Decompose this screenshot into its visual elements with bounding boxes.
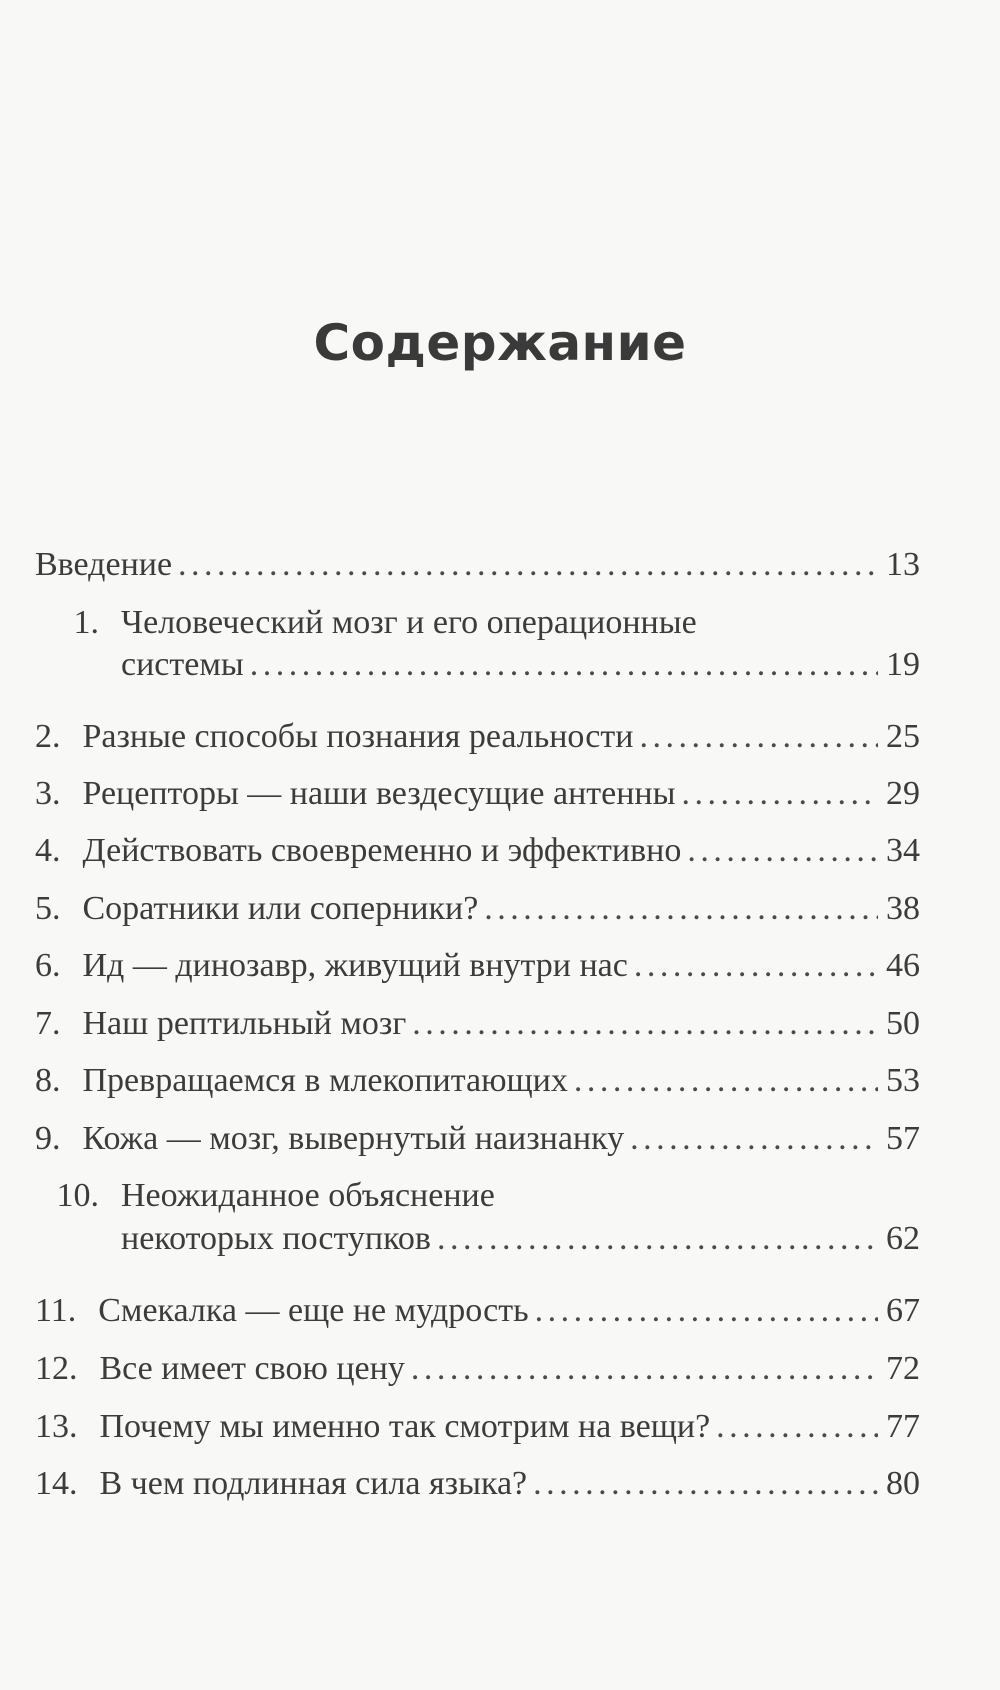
dot-leader — [250, 648, 878, 682]
toc-entry-title: Неожиданное объяснение — [121, 1177, 495, 1214]
toc-chapter-number: 8. — [35, 1062, 61, 1099]
toc-entry-8[interactable] — [35, 1064, 920, 1104]
toc-chapter-number: 3. — [35, 775, 61, 812]
toc-chapter-number: 14. — [35, 1465, 78, 1502]
toc-entry-3[interactable] — [35, 777, 920, 817]
toc-chapter-number: 13. — [35, 1408, 78, 1445]
toc-entry-title: Все имеет свою цену — [99, 1350, 405, 1387]
toc-entry-title: Ид — динозавр, живущий внутри нас — [82, 947, 628, 984]
toc-chapter-number: 6. — [35, 947, 61, 984]
dot-leader — [681, 777, 878, 811]
toc-page-number: 62 — [886, 1220, 920, 1257]
toc-chapter-number: 5. — [35, 890, 61, 927]
dot-leader — [535, 1294, 878, 1328]
toc-entry-2[interactable] — [35, 720, 920, 760]
toc-chapter-number: 2. — [35, 718, 61, 755]
dot-leader — [411, 1352, 878, 1386]
toc-entry-title: Смекалка — еще не мудрость — [98, 1292, 529, 1329]
toc-entry-4[interactable] — [35, 834, 920, 874]
toc-entry-title: Превращаемся в млекопитающих — [82, 1062, 568, 1099]
toc-entry-title: Разные способы познания реальности — [82, 718, 634, 755]
dot-leader — [630, 1122, 878, 1156]
toc-entry-14[interactable] — [35, 1467, 920, 1507]
toc-page-number: 80 — [886, 1465, 920, 1502]
toc-page-number: 72 — [886, 1350, 920, 1387]
toc-chapter-number: 12. — [35, 1350, 78, 1387]
toc-entry-6[interactable] — [35, 949, 920, 989]
toc-entry-13[interactable] — [35, 1410, 920, 1450]
toc-chapter-number: 10. — [56, 1177, 99, 1214]
toc-page-number: 38 — [886, 890, 920, 927]
toc-chapter-number: 1. — [73, 604, 99, 641]
toc-page-number: 25 — [886, 718, 920, 755]
dot-leader — [574, 1064, 878, 1098]
toc-entry-title: Действовать своевременно и эффективно — [82, 832, 682, 869]
toc-entry-title: Соратники или соперники? — [82, 890, 479, 927]
toc-chapter-number: 4. — [35, 832, 61, 869]
toc-page-number: 67 — [886, 1292, 920, 1329]
toc-page-number: 57 — [886, 1120, 920, 1157]
toc-entry-1[interactable] — [35, 606, 920, 688]
page-title: Содержание — [313, 314, 687, 372]
dot-leader — [533, 1467, 878, 1501]
dot-leader — [178, 548, 878, 582]
toc-entry-10[interactable] — [35, 1179, 920, 1262]
toc-page-number: 77 — [886, 1408, 920, 1445]
toc-entry-title: Наш рептильный мозг — [82, 1005, 407, 1042]
toc-chapter-number: 11. — [35, 1292, 77, 1329]
toc-entry-title: Человеческий мозг и его операционные — [121, 604, 697, 641]
dot-leader — [437, 1222, 878, 1256]
toc-entry-11[interactable] — [35, 1294, 920, 1334]
toc-page-number: 13 — [886, 546, 920, 583]
dot-leader — [716, 1410, 878, 1444]
dot-leader — [412, 1007, 878, 1041]
toc-entry-title-continued: системы — [121, 646, 244, 683]
toc-page-number: 53 — [886, 1062, 920, 1099]
toc-entry-5[interactable] — [35, 892, 920, 932]
toc-entry-title: В чем подлинная сила языка? — [99, 1465, 528, 1502]
toc-entry-title-continued: некоторых поступков — [121, 1220, 431, 1257]
toc-entry-title: Рецепторы — наши вездесущие антенны — [82, 775, 676, 812]
toc-page-number: 46 — [886, 947, 920, 984]
dot-leader — [484, 892, 878, 926]
toc-entry-title: Введение — [35, 546, 173, 583]
toc-entry-title: Кожа — мозг, вывернутый наизнанку — [82, 1120, 625, 1157]
toc-page-number: 34 — [886, 832, 920, 869]
dot-leader — [634, 949, 878, 983]
toc-chapter-number: 7. — [35, 1005, 61, 1042]
toc-entry-9[interactable] — [35, 1122, 920, 1162]
dot-leader — [687, 834, 878, 868]
toc-entry-7[interactable] — [35, 1007, 920, 1047]
dot-leader — [639, 720, 878, 754]
toc-entry-intro[interactable] — [35, 548, 920, 588]
toc-entry-title: Почему мы именно так смотрим на вещи? — [99, 1408, 711, 1445]
toc-entry-12[interactable] — [35, 1352, 920, 1392]
toc-page-number: 19 — [886, 646, 920, 683]
toc-page-number: 29 — [886, 775, 920, 812]
toc-chapter-number: 9. — [35, 1120, 61, 1157]
toc-page-number: 50 — [886, 1005, 920, 1042]
